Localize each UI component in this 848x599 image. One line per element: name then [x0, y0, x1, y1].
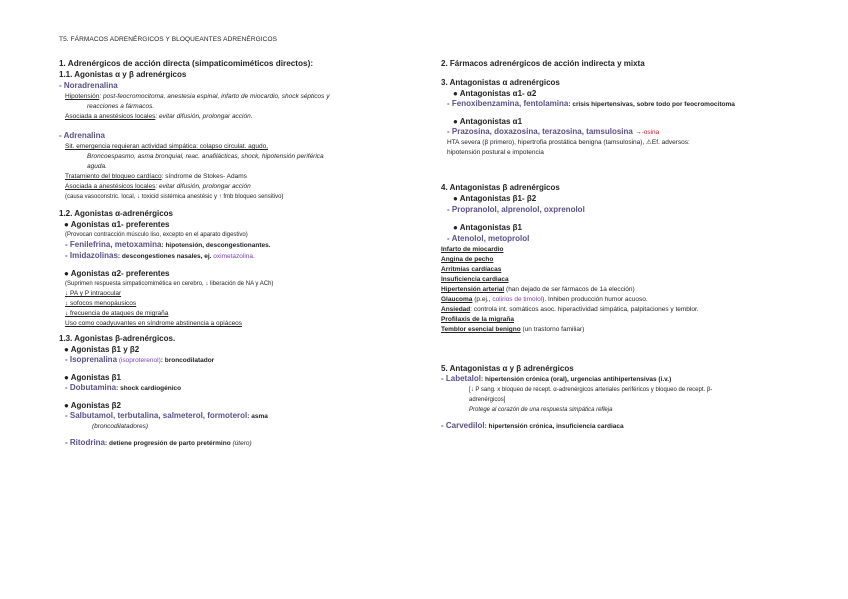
a2-note: (Suprimen respuesta simpaticomimética en cerebro, ↓ liberación de NA y ACh) [65, 281, 274, 287]
carvedilol-line [441, 421, 821, 432]
na-hipotension-text: : post-feocromocitoma, anestesia espinal, infarto de miocardio, shock sépticos y [99, 93, 330, 100]
bullet-agonistas-a2-label: Agonistas α2- preferentes [70, 269, 170, 278]
a1-note: (Provocan contracción músculo liso, excepto en el aparato digestivo) [65, 232, 248, 238]
bullet-agonistas-b1: ● Agonistas β1 [64, 373, 121, 382]
imidazolinas-text: : descongestiones nasales, ej. [117, 253, 214, 260]
salbutamol-note: (broncodilatadores) [92, 423, 149, 430]
na-hipotension-line [59, 92, 429, 102]
bullet-agonistas-a1: ● Agonistas α1- preferentes [64, 220, 170, 229]
na-asociada-text: : evitar difusión, prolongar acción. [155, 113, 253, 120]
labetalol-text: : hipertensión crónica (oral), urgencias antihipertensivas (i.v.) [481, 376, 672, 383]
indication-6 [441, 295, 821, 305]
section-1-title: 1. Adrenérgicos de acción directa (simpaticomiméticos directos): [59, 59, 314, 68]
bullet-antagonistas-a1: ● Antagonistas α1 [453, 117, 523, 126]
labetalol-note-3: Protege al corazón de una respuesta simpática refleja [469, 407, 613, 413]
ad-asoc-text: : evitar difusión, prolongar acción [155, 183, 251, 190]
indication-9-text: (un trastorno familiar) [520, 326, 585, 333]
section-3-title: 3. Antagonistas α adrenérgicos [441, 78, 560, 87]
drug-dobutamina: - Dobutamina [65, 383, 117, 392]
indication-6-label: Glaucoma [441, 296, 473, 303]
indication-7-text: : controla int. somáticos asoc. hiperactividad simpática, palpitaciones y temblor. [470, 306, 699, 313]
section-1-2-title: 1.2. Agonistas α-adrenérgicos [59, 209, 173, 218]
hta-text: HTA severa (β primero), hipertrofia prostática benigna (tamsulosina), ⚠Ef. adversos: [447, 139, 690, 146]
bullet-agonistas-a1-label: Agonistas α1- preferentes [70, 220, 170, 229]
isoprenalina-alt: (isoproterenol) [118, 357, 161, 364]
arrow-right-icon: → [635, 129, 642, 136]
ad-asoc-line [59, 182, 429, 192]
fenilefrina-line [59, 240, 429, 251]
ad-sit-text-2: Broncoespasmo, asma bronquial, reac. anafilácticas, shock, hipotensión periférica [87, 153, 324, 160]
drug-adrenalina: - Adrenalina [59, 131, 105, 140]
fenoxi-line [441, 99, 821, 110]
indication-6-text-b: ). Inhiben producción humor acuoso. [542, 296, 648, 303]
indication-9-label: Temblor esencial benigno [441, 326, 521, 333]
bullet-agonistas-b1-b2-label: Agonistas β1 y β2 [70, 345, 140, 354]
a2-item-3: ↓ frecuencia de ataques de migraña [65, 310, 169, 317]
na-hipotension-label: Hipotensión [65, 93, 100, 100]
fenoxi-text: : crisis hipertensivas, sobre todo por feocromocitoma [568, 101, 735, 108]
ad-trat-label: Tratamiento del bloqueo cardíaco [65, 173, 162, 180]
a2-item-2: ↓ sofocos menopáusicos [65, 300, 137, 307]
bullet-agonistas-a2: ● Agonistas α2- preferentes [64, 269, 170, 278]
bullet-antagonistas-b1-b2-label: Antagonistas β1- β2 [459, 194, 537, 203]
ritodrina-line [59, 438, 429, 449]
dobutamina-text: : shock cardiogénico [116, 385, 182, 392]
na-asociada-line [59, 112, 429, 122]
isoprenalina-text: : broncodilatador [160, 357, 215, 364]
dobutamina-line [59, 383, 429, 394]
drug-imidazolinas: - Imidazolinas [65, 251, 118, 260]
imidazolinas-line [59, 251, 429, 262]
right-column [441, 58, 821, 432]
ad-trat-text: : síndrome de Stokes- Adams [161, 173, 247, 180]
na-hipotension-text-2: reacciones a fármacos. [87, 103, 155, 110]
indication-4: Insuficiencia cardiaca [441, 276, 509, 283]
ad-sit-line [59, 142, 429, 152]
prazosina-line [441, 127, 821, 138]
indication-6-example: colirios de timolol [492, 296, 543, 303]
bullet-agonistas-b2-label: Agonistas β2 [70, 401, 121, 410]
drug-labetalol: - Labetalol [441, 374, 482, 383]
carvedilol-text: : hipertensión crónica, insuficiencia cardiaca [484, 423, 624, 430]
indication-8: Profilaxis de la migraña [441, 316, 514, 323]
ritodrina-note: (útero) [232, 440, 252, 447]
bullet-agonistas-b1-b2: ● Agonistas β1 y β2 [64, 345, 140, 354]
a2-item-4: Uso como coadyuvantes en síndrome abstinencia a opiáceos [65, 320, 243, 327]
hta-text-2: hipotensión postural e impotencia [447, 149, 544, 156]
indication-7 [441, 305, 821, 315]
drug-noradrenalina: - Noradrenalina [59, 81, 118, 90]
bullet-antagonistas-a1-label: Antagonistas α1 [459, 117, 523, 126]
ad-sit-text: : colapso circulat. agudo, [196, 143, 269, 150]
section-1-1-title: 1.1. Agonistas α y β adrenérgicos [59, 70, 187, 79]
a2-item-1: ↓ PA y P intraocular [65, 290, 122, 297]
salbutamol-line [59, 411, 429, 422]
salbutamol-text: : asma [247, 413, 268, 420]
bullet-antagonistas-a1-a2-label: Antagonistas α1- α2 [459, 89, 537, 98]
section-1-3-title: 1.3. Agonistas β-adrenérgicos. [59, 334, 176, 343]
labetalol-note-2: adrenérgicos] [469, 397, 506, 403]
bullet-agonistas-b2: ● Agonistas β2 [64, 401, 121, 410]
bullet-antagonistas-a1-a2: ● Antagonistas α1- α2 [453, 89, 537, 98]
drug-propranolol: - Propranolol, alprenolol, oxprenolol [447, 205, 585, 214]
section-2-title: 2. Fármacos adrenérgicos de acción indirecta y mixta [441, 59, 645, 68]
section-4-title: 4. Antagonistas β adrenérgicos [441, 183, 560, 192]
drug-prazosina: - Prazosina, doxazosina, terazosina, tamsulosina [447, 127, 636, 136]
indication-6-text-a: (p.ej., [472, 296, 493, 303]
na-asociada-label: Asociada a anestésicos locales [65, 113, 156, 120]
bullet-antagonistas-b1-b2: ● Antagonistas β1- β2 [453, 194, 537, 203]
indication-5 [441, 285, 821, 295]
indication-5-label: Hipertensión arterial [441, 286, 505, 293]
ad-asoc-label: Asociada a anestésicos locales [65, 183, 156, 190]
drug-salbutamol: - Salbutamol, terbutalina, salmeterol, formoterol [65, 411, 248, 420]
bullet-agonistas-b1-label: Agonistas β1 [70, 373, 121, 382]
indication-2: Angina de pecho [441, 256, 494, 263]
imidazolinas-example: oximetazolina. [213, 253, 255, 260]
indication-3: Arritmias cardíacas [441, 266, 502, 273]
bullet-antagonistas-b1: ● Antagonistas β1 [453, 223, 522, 232]
indication-1: Infarto de miocardio [441, 246, 504, 253]
labetalol-note-1: [↓ P sang. x bloqueo de recept. α-adrenérgicos arteriales periféricos y bloqueo de recept. β- [469, 387, 713, 393]
drug-ritodrina: - Ritodrina [65, 438, 105, 447]
labetalol-line [441, 374, 821, 385]
bullet-antagonistas-b1-label: Antagonistas β1 [459, 223, 522, 232]
ritodrina-text: : detiene progresión de parto pretérmino [105, 440, 233, 447]
ad-sit-label: Sit. emergencia requieran actividad simpática [65, 143, 197, 150]
left-column [59, 58, 429, 449]
drug-atenolol: - Atenolol, metoprolol [447, 234, 530, 243]
prazosina-suffix: -osina [641, 129, 660, 136]
indication-7-label: Ansiedad [441, 306, 471, 313]
indication-9 [441, 325, 821, 335]
ad-sit-text-3: aguda. [87, 163, 107, 170]
isoprenalina-line [59, 355, 429, 366]
document-header: T5. FÁRMACOS ADRENÉRGICOS Y BLOQUEANTES ADRENÉRGICOS [59, 36, 278, 43]
section-5-title: 5. Antagonistas α y β adrenérgicos [441, 364, 574, 373]
ad-causa: (causa vasoconstric. local, ↓ toxicid sistémica anestésic y ↑ fmb bloqueo sensitivo) [65, 194, 284, 200]
drug-fenoxibenzamina: - Fenoxibenzamina, fentolamina [447, 99, 569, 108]
indication-5-text: (han dejado de ser fármacos de 1a elección) [504, 286, 635, 293]
drug-fenilefrina: - Fenilefrina, metoxamina [65, 240, 162, 249]
drug-carvedilol: - Carvedilol [441, 421, 485, 430]
fenilefrina-text: : hipotensión, descongestionantes. [161, 242, 271, 249]
ad-trat-line [59, 172, 429, 182]
drug-isoprenalina: - Isoprenalina [65, 355, 118, 364]
